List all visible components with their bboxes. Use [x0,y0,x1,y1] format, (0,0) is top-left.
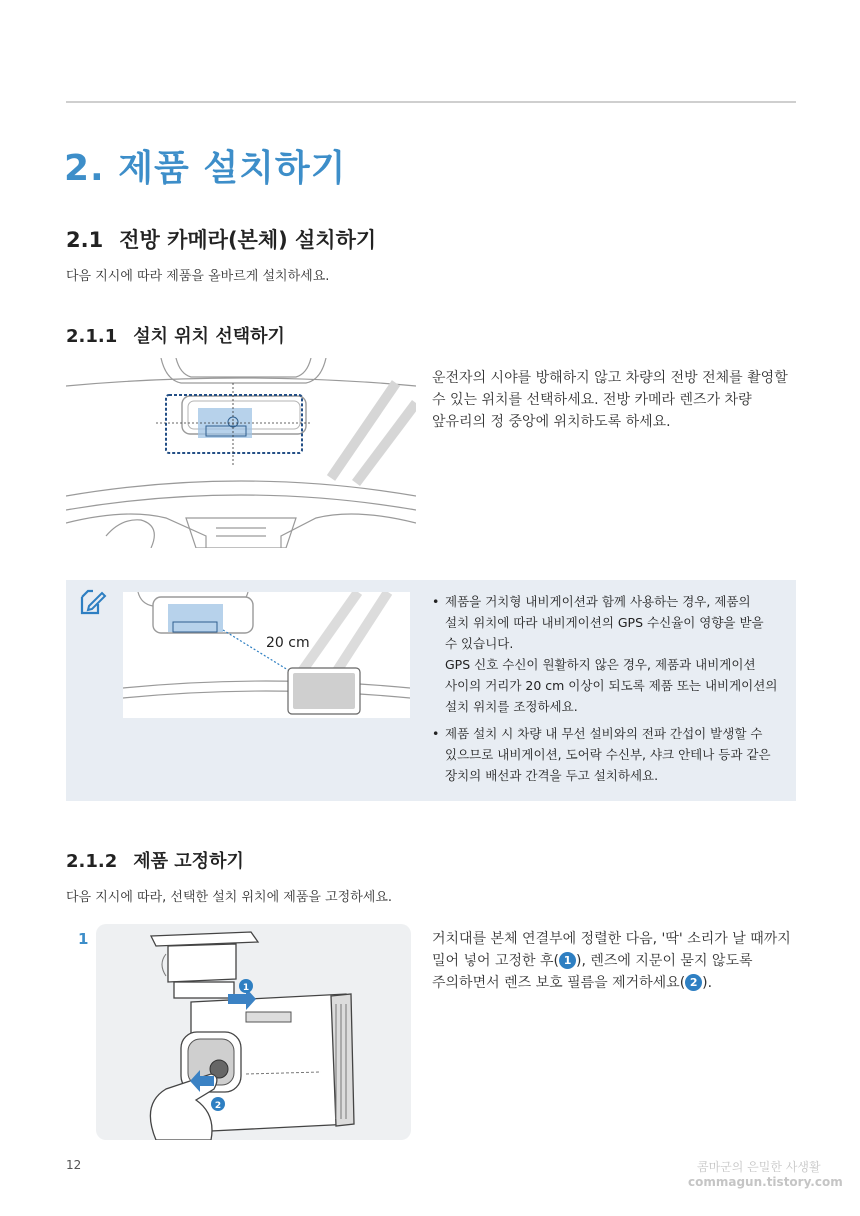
note-line: 제품을 거치형 내비게이션과 함께 사용하는 경우, 제품의 [445,594,751,609]
sub1-line: 운전자의 시야를 방해하지 않고 차량의 전방 전체를 촬영할 [432,370,788,386]
sub1-paragraph [432,367,788,433]
step-marker-2: 2 [685,974,702,991]
note-line: 설치 위치를 조정하세요. [445,699,578,714]
watermark-line-1: 콤마군의 은밀한 사생활 [697,1160,821,1174]
step-line [432,972,791,994]
subsection-title-1-text: 설치 위치 선택하기 [133,326,285,347]
marker-1-label: 1 [242,983,250,993]
section-intro: 다음 지시에 따라 제품을 올바르게 설치하세요. [66,269,330,284]
step-number: 1 [78,930,89,948]
top-rule [66,101,796,103]
step-line: 거치대를 본체 연결부에 정렬한 다음, '딱' 소리가 날 때까지 [432,931,791,947]
windshield-illustration [66,358,416,548]
chapter-title: 2. 제품 설치하기 [64,148,347,189]
bullet-icon: • [432,594,440,609]
subsection-number-2: 2.1.2 [66,851,118,872]
note-line: GPS 신호 수신이 원활하지 않은 경우, 제품과 내비게이션 [445,657,756,672]
subsection-title-1 [66,322,285,348]
sub2-intro: 다음 지시에 따라, 선택한 설치 위치에 제품을 고정하세요. [66,890,393,905]
note-line: 수 있습니다. [445,636,514,651]
step-text: 밀어 넣어 고정한 후( [432,953,560,969]
note-line: 제품 설치 시 차량 내 무선 설비와의 전파 간섭이 발생할 수 [445,726,763,741]
section-number: 2.1 [66,228,104,252]
subsection-title-2-text: 제품 고정하기 [133,851,244,872]
note-line: 장치의 배선과 간격을 두고 설치하세요. [445,768,659,783]
sub1-line: 앞유리의 정 중앙에 위치하도록 하세요. [432,414,671,430]
step-text: 주의하면서 렌즈 보호 필름을 제거하세요( [432,975,686,991]
page-number: 12 [66,1158,82,1172]
subsection-title-2 [66,847,244,873]
step-text: ), 렌즈에 지문이 묻지 않도록 [576,953,753,969]
camera-mount-illustration [96,924,411,1140]
sub1-line: 수 있는 위치를 선택하세요. 전방 카메라 렌즈가 차량 [432,392,752,408]
note-line: 설치 위치에 따라 내비게이션의 GPS 수신율이 영향을 받을 [445,615,764,630]
subsection-number-1: 2.1.1 [66,326,118,347]
bullet-icon: • [432,726,440,741]
note-item [432,723,788,786]
note-item [432,591,788,717]
section-title-text: 전방 카메라(본체) 설치하기 [119,228,377,252]
note-line: 사이의 거리가 20 cm 이상이 되도록 제품 또는 내비게이션의 [445,678,778,693]
distance-label: 20 cm [266,635,310,651]
step-line [432,950,791,972]
section-title [66,224,376,254]
watermark-line-2: commagun.tistory.com [688,1175,843,1189]
step-paragraph [432,928,791,994]
marker-2-label: 2 [214,1101,222,1111]
note-line: 있으므로 내비게이션, 도어락 수신부, 샤크 안테나 등과 같은 [445,747,771,762]
note-pencil-icon [77,588,107,618]
navigation-distance-illustration [123,592,410,718]
note-list [432,591,788,792]
step-marker-1: 1 [559,952,576,969]
step-text: ). [702,975,713,991]
